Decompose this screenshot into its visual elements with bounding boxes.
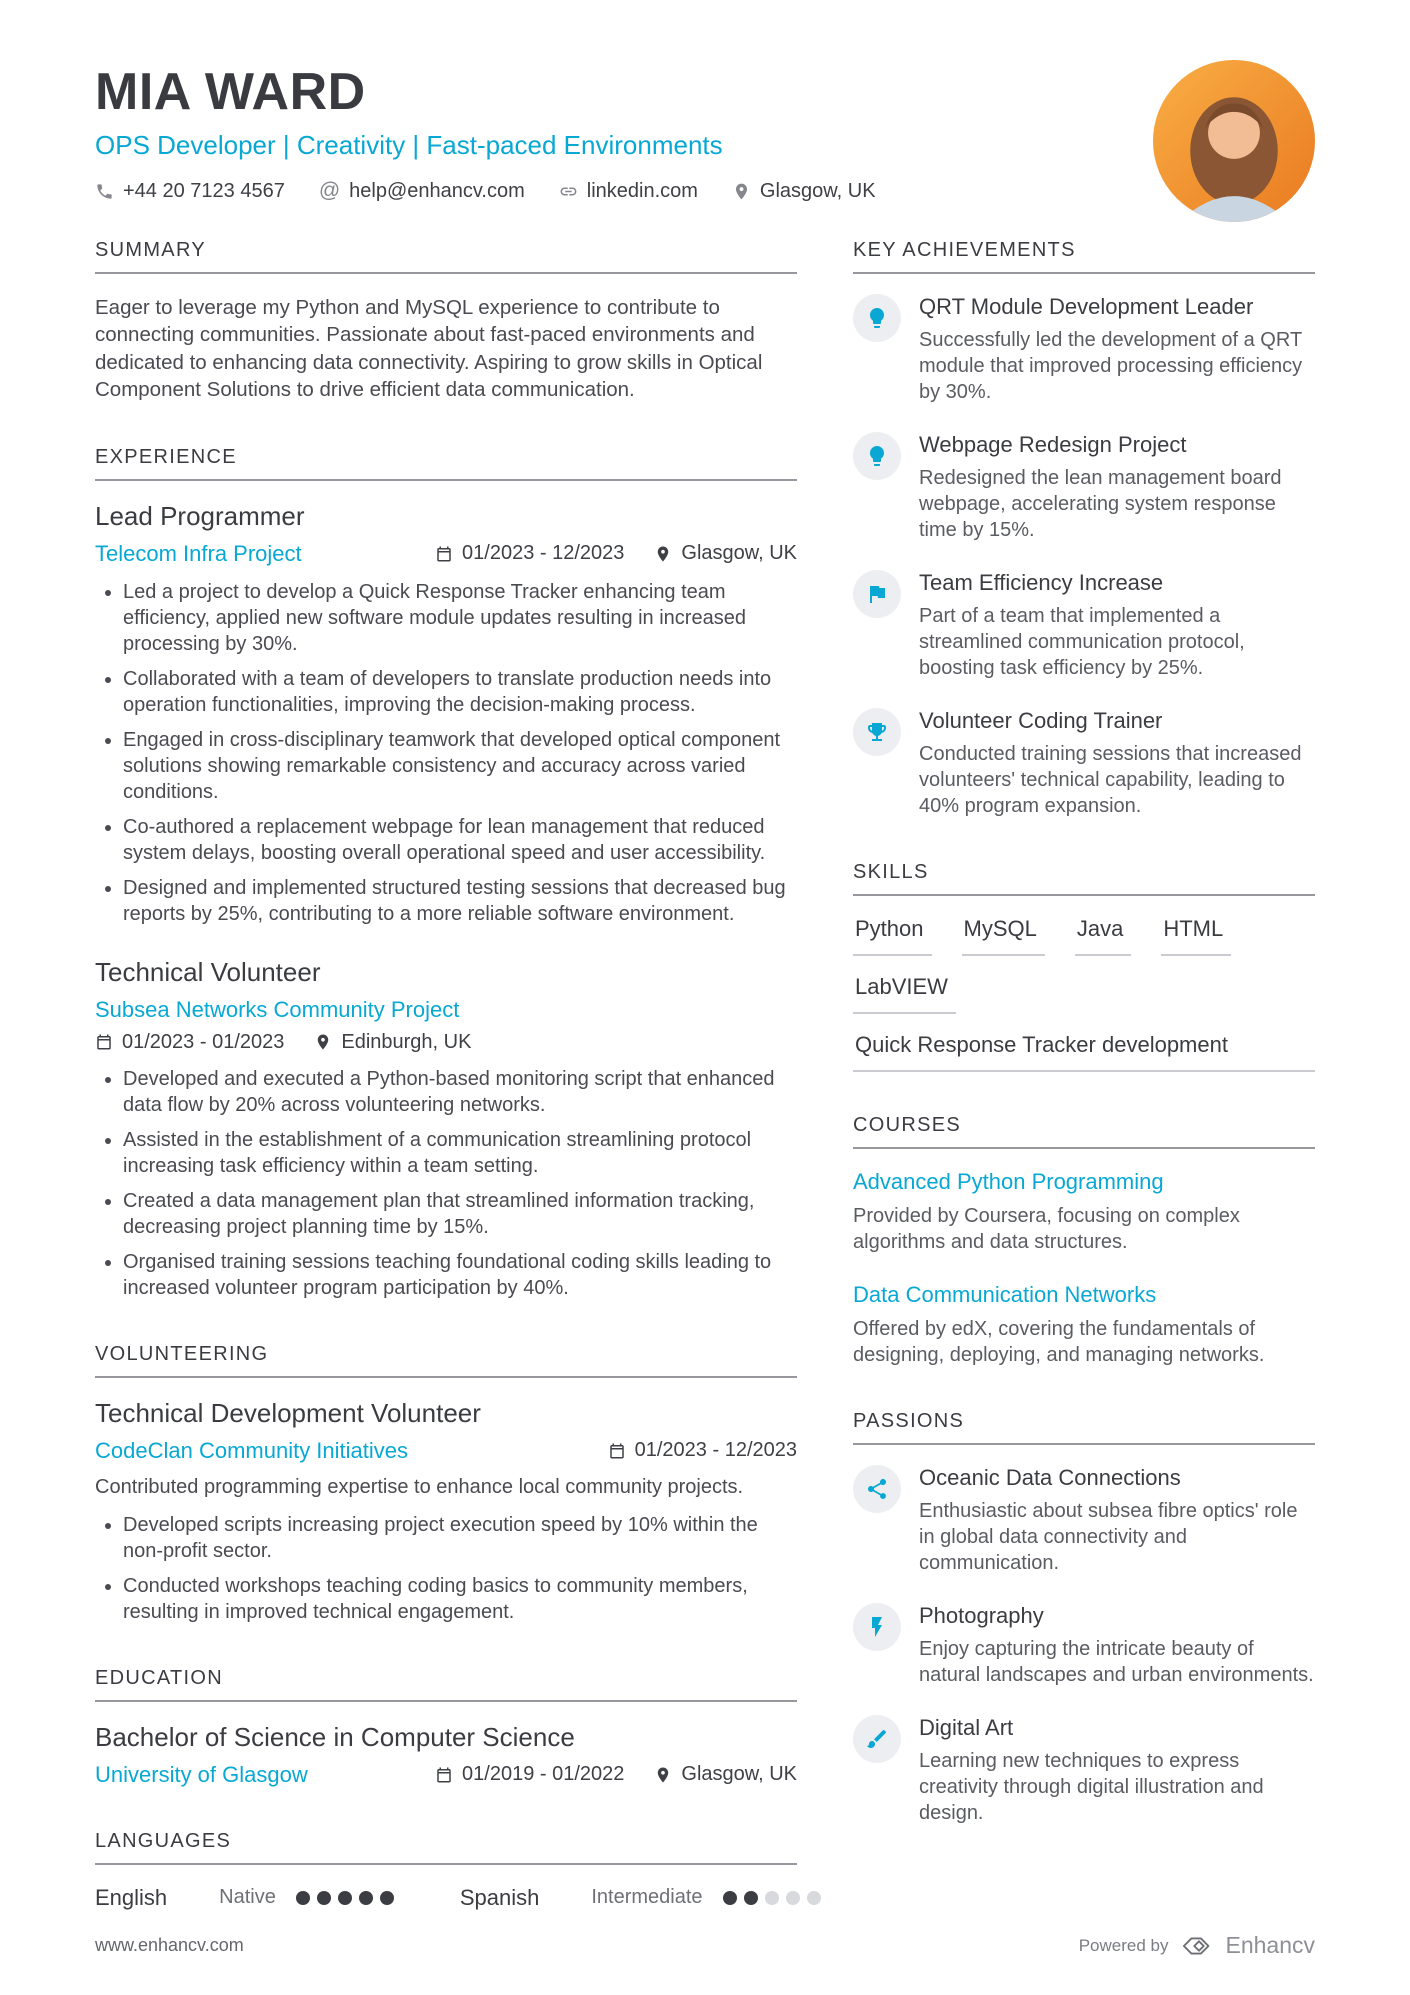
content-columns	[95, 239, 1315, 1953]
languages-section	[95, 1830, 797, 1911]
bullet: • Assisted in the establishment of a communication streamlining protocol increasing task efficiency within a team setting.	[123, 1127, 797, 1179]
education-location	[654, 1763, 797, 1786]
bullet: • Engaged in cross-disciplinary teamwork that developed optical component solutions showing remarkable consistency and accuracy across varied conditions.	[123, 727, 797, 805]
bullet: • Developed scripts increasing project execution speed by 10% within the non-profit sector.	[123, 1512, 797, 1564]
email-contact[interactable]	[319, 179, 525, 203]
passion-title: Digital Art	[919, 1715, 1014, 1740]
volunteer-role: Technical Development Volunteer	[95, 1397, 481, 1428]
job-dates-text: 01/2023 - 12/2023	[462, 542, 625, 565]
course-text: Provided by Coursera, focusing on complex algorithms and data structures.	[853, 1205, 1240, 1253]
candidate-name: MIA WARD	[95, 63, 366, 121]
volunteer-meta-group	[608, 1439, 797, 1462]
language-name: English	[95, 1884, 168, 1910]
passion-item	[853, 1465, 1315, 1576]
education-section	[95, 1667, 797, 1788]
summary-text: Eager to leverage my Python and MySQL experience to contribute to connecting communities. Passionate about fast-paced environments and dedicated to enhancing data connectivity. Aspiring to grow skills in Optical Component Solutions to drive efficient data communication.	[95, 296, 763, 402]
job-dates-text: 01/2023 - 01/2023	[122, 1030, 285, 1053]
experience-entry	[95, 501, 797, 927]
skills-section	[853, 861, 1315, 1072]
language-item	[95, 1885, 394, 1911]
course-item	[853, 1282, 1315, 1368]
calendar-icon	[608, 1442, 626, 1460]
degree-title: Bachelor of Science in Computer Science	[95, 1721, 575, 1752]
job-bullets	[95, 1066, 797, 1301]
achievement-item	[853, 294, 1315, 405]
achievement-title: Team Efficiency Increase	[919, 570, 1164, 595]
achievement-title: Webpage Redesign Project	[919, 432, 1187, 457]
job-location-text: Edinburgh, UK	[341, 1030, 472, 1053]
passion-text: Learning new techniques to express creativity through digital illustration and design.	[919, 1750, 1264, 1824]
language-level: Native	[219, 1886, 276, 1909]
skill-item: Java	[1075, 916, 1131, 956]
skill-item: Python	[853, 916, 932, 956]
education-dates	[435, 1763, 624, 1786]
link-text[interactable]: linkedin.com	[586, 179, 698, 202]
achievement-item	[853, 570, 1315, 681]
location-text: Glasgow, UK	[759, 179, 876, 202]
achievement-text: Part of a team that implemented a streamlined communication protocol, boosting task efficiency by 25%.	[919, 605, 1245, 679]
language-level: Intermediate	[591, 1886, 703, 1909]
job-location	[314, 1031, 471, 1054]
enhancv-brand[interactable]	[1182, 1932, 1315, 1959]
education-heading: EDUCATION	[95, 1667, 797, 1702]
courses-section	[853, 1114, 1315, 1368]
achievement-item	[853, 432, 1315, 543]
brush-icon	[853, 1715, 901, 1763]
skill-item: MySQL	[962, 916, 1045, 956]
job-role: Lead Programmer	[95, 500, 305, 531]
experience-section	[95, 446, 797, 1301]
volunteer-dates	[608, 1439, 797, 1462]
achievement-body	[919, 708, 1315, 819]
footer	[95, 1932, 1315, 1959]
bullet: • Conducted workshops teaching coding basics to community members, resulting in improved technical engagement.	[123, 1573, 797, 1625]
contact-row	[95, 179, 1105, 203]
achievement-body	[919, 294, 1315, 405]
job-role: Technical Volunteer	[95, 956, 321, 987]
link-contact[interactable]	[559, 180, 698, 203]
job-location	[654, 542, 797, 565]
achievement-body	[919, 570, 1315, 681]
skills-heading: SKILLS	[853, 861, 1315, 896]
job-company-link[interactable]: Telecom Infra Project	[95, 540, 302, 566]
phone-contact	[95, 180, 285, 203]
header	[95, 62, 1315, 203]
at-icon: @	[318, 179, 341, 202]
passion-item	[853, 1715, 1315, 1826]
passion-body	[919, 1603, 1315, 1688]
idea-icon	[853, 432, 901, 480]
volunteer-meta-line	[95, 1438, 797, 1464]
passion-text: Enthusiastic about subsea fibre optics' role in global data connectivity and communication.	[919, 1500, 1298, 1574]
education-meta-group	[435, 1763, 797, 1786]
education-location-text: Glasgow, UK	[681, 1763, 797, 1786]
job-dates	[95, 1031, 284, 1054]
email-address[interactable]: help@enhancv.com	[349, 179, 525, 202]
trophy-icon	[853, 708, 901, 756]
passion-title: Photography	[919, 1603, 1044, 1628]
volunteering-entry	[95, 1398, 797, 1625]
right-column	[853, 239, 1315, 1953]
passion-text: Enjoy capturing the intricate beauty of natural landscapes and urban environments.	[919, 1638, 1314, 1686]
summary-heading: SUMMARY	[95, 239, 797, 274]
achievement-text: Successfully led the development of a QRT module that improved processing efficiency by 30%.	[919, 329, 1303, 403]
powered-by	[1079, 1932, 1315, 1959]
bullet: • Led a project to develop a Quick Response Tracker enhancing team efficiency, applied new software module updates resulting in increased processing by 30%.	[123, 579, 797, 657]
achievement-text: Redesigned the lean management board webpage, accelerating system response time by 15%.	[919, 467, 1282, 541]
languages-heading: LANGUAGES	[95, 1830, 797, 1865]
volunteering-heading: VOLUNTEERING	[95, 1343, 797, 1378]
calendar-icon	[435, 1766, 453, 1784]
powered-by-label: Powered by	[1078, 1935, 1169, 1955]
education-dates-text: 01/2019 - 01/2022	[462, 1763, 625, 1786]
footer-website-link[interactable]: www.enhancv.com	[95, 1935, 244, 1955]
bullet: • Collaborated with a team of developers to translate production needs into operation functionalities, improving the decision-making process.	[123, 666, 797, 718]
skill-item: LabVIEW	[853, 974, 956, 1014]
network-icon	[853, 1465, 901, 1513]
passion-body	[919, 1465, 1315, 1576]
bullet: • Designed and implemented structured testing sessions that decreased bug reports by 25%, contributing to a more reliable software environment.	[123, 875, 797, 927]
skill-item: HTML	[1161, 916, 1231, 956]
phone-number: +44 20 7123 4567	[123, 179, 285, 202]
idea-icon	[853, 294, 901, 342]
passion-body	[919, 1715, 1315, 1826]
calendar-icon	[95, 1033, 113, 1051]
volunteer-dates-text: 01/2023 - 12/2023	[634, 1439, 797, 1462]
passions-heading: PASSIONS	[853, 1410, 1315, 1445]
achievement-item	[853, 708, 1315, 819]
pin-icon	[654, 1766, 672, 1784]
job-meta-line	[95, 997, 797, 1023]
language-name: Spanish	[459, 1884, 540, 1910]
education-meta-line	[95, 1762, 797, 1788]
achievement-body	[919, 432, 1315, 543]
bullet: • Developed and executed a Python-based monitoring script that enhanced data flow by 20% across volunteering networks.	[123, 1066, 797, 1118]
language-proficiency-dots	[296, 1891, 394, 1905]
pin-icon	[314, 1033, 332, 1051]
course-item	[853, 1169, 1315, 1255]
avatar-photo	[1153, 60, 1315, 222]
bullet: • Co-authored a replacement webpage for lean management that reduced system delays, boosting overall operational speed and user accessibility.	[123, 814, 797, 866]
course-title[interactable]: Data Communication Networks	[853, 1282, 1157, 1307]
job-meta-group	[435, 542, 797, 565]
job-meta-line	[95, 541, 797, 567]
education-entry	[95, 1722, 797, 1788]
skill-item: Quick Response Tracker development	[853, 1032, 1315, 1072]
phone-icon	[95, 182, 114, 201]
achievement-text: Conducted training sessions that increased volunteers' technical capability, leading to 40% program expansion.	[919, 743, 1302, 817]
pin-icon	[732, 182, 751, 201]
avatar	[1153, 60, 1315, 222]
language-proficiency-dots	[723, 1891, 821, 1905]
language-item	[460, 1885, 821, 1911]
volunteering-section	[95, 1343, 797, 1625]
courses-heading: COURSES	[853, 1114, 1315, 1149]
enhancv-brand-text: Enhancv	[1225, 1932, 1315, 1958]
job-bullets	[95, 579, 797, 927]
link-icon	[559, 182, 578, 201]
job-meta-group	[95, 1031, 797, 1054]
bullet: • Created a data management plan that streamlined information tracking, decreasing project planning time by 15%.	[123, 1188, 797, 1240]
job-location-text: Glasgow, UK	[681, 542, 797, 565]
languages-row	[95, 1885, 797, 1911]
summary-section	[95, 239, 797, 404]
school-link[interactable]: University of Glasgow	[95, 1761, 308, 1787]
flag-icon	[853, 570, 901, 618]
key-achievements-heading: KEY ACHIEVEMENTS	[853, 239, 1315, 274]
pin-icon	[654, 545, 672, 563]
course-text: Offered by edX, covering the fundamentals of designing, deploying, and managing networks.	[853, 1318, 1265, 1366]
bullet: • Organised training sessions teaching foundational coding skills leading to increased volunteer program participation by 40%.	[123, 1249, 797, 1301]
volunteer-summary: Contributed programming expertise to enhance local community projects.	[95, 1475, 744, 1498]
enhancv-logo-icon	[1182, 1934, 1216, 1958]
left-column	[95, 239, 797, 1953]
key-achievements-section	[853, 239, 1315, 819]
calendar-icon	[435, 545, 453, 563]
course-title[interactable]: Advanced Python Programming	[853, 1169, 1164, 1194]
experience-entry	[95, 957, 797, 1301]
volunteer-org-link[interactable]: CodeClan Community Initiatives	[95, 1437, 409, 1463]
candidate-headline: OPS Developer | Creativity | Fast-paced Environments	[95, 130, 723, 160]
bolt-icon	[853, 1603, 901, 1651]
location-contact	[732, 180, 876, 203]
job-company-link[interactable]: Subsea Networks Community Project	[95, 996, 460, 1022]
job-dates	[435, 542, 624, 565]
passion-title: Oceanic Data Connections	[919, 1465, 1181, 1490]
passions-section	[853, 1410, 1315, 1826]
passion-item	[853, 1603, 1315, 1688]
experience-heading: EXPERIENCE	[95, 446, 797, 481]
achievement-title: QRT Module Development Leader	[919, 294, 1254, 319]
volunteer-bullets	[95, 1512, 797, 1625]
skills-list	[853, 916, 1315, 1072]
achievement-title: Volunteer Coding Trainer	[919, 708, 1163, 733]
